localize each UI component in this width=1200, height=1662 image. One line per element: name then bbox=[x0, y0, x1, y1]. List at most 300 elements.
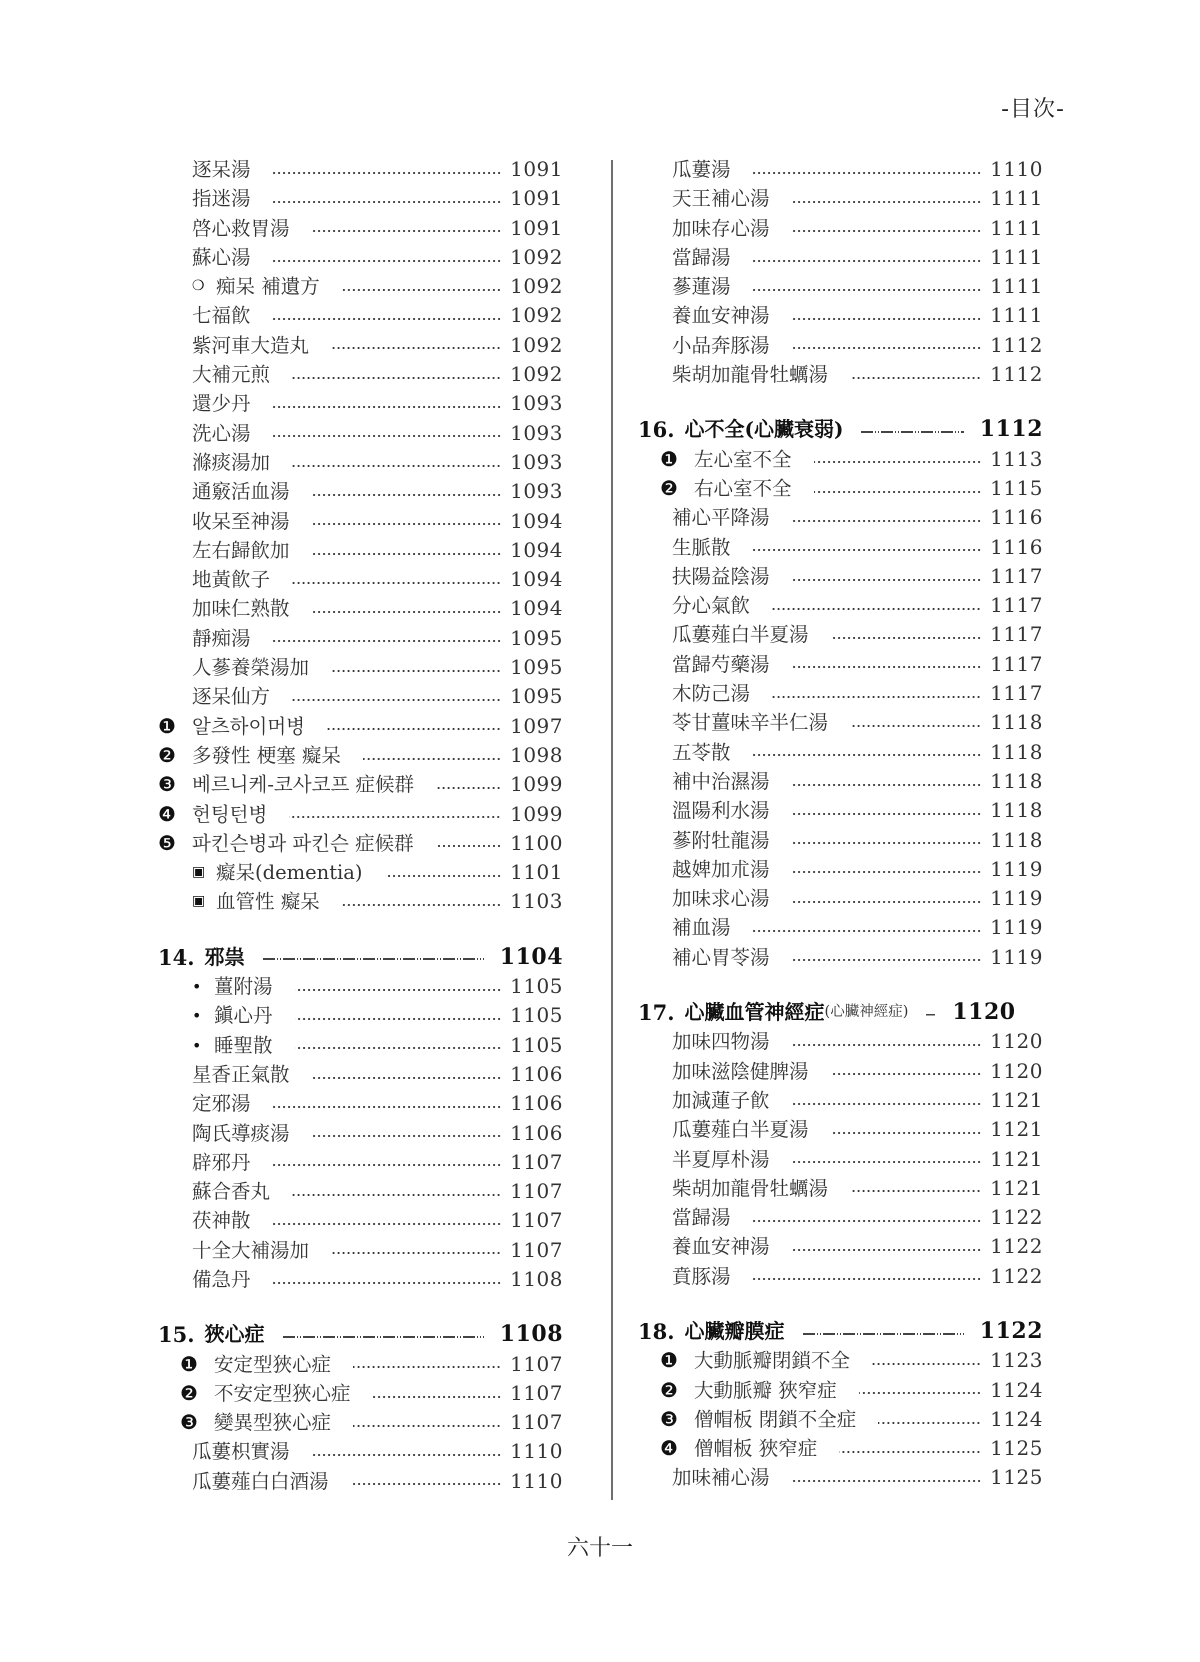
toc-entry-page: 1107 bbox=[510, 1149, 563, 1174]
toc-entry-title: 헌팅턴병 bbox=[192, 802, 268, 826]
dot-leader bbox=[792, 1480, 982, 1482]
toc-entry[interactable] bbox=[638, 1145, 1043, 1174]
toc-entry-title: 柴胡加龍骨牡蠣湯 bbox=[672, 363, 829, 387]
dot-leader bbox=[814, 491, 982, 493]
dot-leader bbox=[273, 435, 502, 437]
toc-section-heading[interactable] bbox=[638, 1317, 1043, 1346]
dot-leader bbox=[753, 754, 982, 756]
toc-entry-title: 左右歸飮加 bbox=[192, 538, 290, 562]
toc-entry-page: 1095 bbox=[510, 655, 563, 680]
toc-entry-page: 1121 bbox=[990, 1117, 1043, 1142]
toc-entry[interactable] bbox=[158, 419, 563, 448]
toc-entry-page: 1108 bbox=[510, 1266, 563, 1291]
toc-entry-title: 養血安神湯 bbox=[672, 304, 770, 328]
toc-entry[interactable] bbox=[158, 1408, 563, 1437]
toc-entry-page: 1117 bbox=[990, 593, 1043, 618]
toc-entry-page: 1110 bbox=[510, 1439, 563, 1464]
toc-entry[interactable] bbox=[638, 184, 1043, 213]
running-header: -目次- bbox=[1001, 97, 1065, 122]
dot-leader bbox=[273, 318, 502, 320]
dot-leader bbox=[753, 172, 982, 174]
dot-leader bbox=[331, 670, 501, 672]
toc-entry[interactable] bbox=[638, 360, 1043, 389]
toc-entry-page: 1111 bbox=[990, 215, 1043, 240]
dot-leader bbox=[312, 1077, 502, 1079]
toc-entry[interactable] bbox=[158, 184, 563, 213]
toc-entry-title: 瓜蔞薤白半夏湯 bbox=[672, 623, 809, 647]
toc-entry-title: 當歸湯 bbox=[672, 1206, 731, 1230]
toc-entry-title: 備急丹 bbox=[192, 1267, 251, 1291]
toc-entry-title: 補血湯 bbox=[672, 916, 731, 940]
toc-entry-page: 1105 bbox=[510, 1032, 563, 1057]
toc-entry[interactable] bbox=[158, 858, 563, 887]
section-page: 1104 bbox=[499, 943, 563, 970]
dot-leader bbox=[273, 172, 502, 174]
toc-entry-title: 地黃飮子 bbox=[192, 568, 271, 592]
toc-entry[interactable] bbox=[638, 155, 1043, 184]
toc-entry-title: 僧帽板 狹窄症 bbox=[694, 1437, 818, 1461]
toc-entry-title: 溫陽利水湯 bbox=[672, 799, 770, 823]
toc-entry-page: 1122 bbox=[990, 1205, 1043, 1230]
dot-leader bbox=[792, 579, 982, 581]
toc-entry[interactable] bbox=[638, 1434, 1043, 1463]
toc-right-column bbox=[638, 155, 1043, 1493]
toc-entry-title: 洗心湯 bbox=[192, 421, 251, 445]
dot-leader bbox=[342, 904, 501, 906]
toc-entry[interactable] bbox=[158, 800, 563, 829]
toc-entry[interactable] bbox=[638, 474, 1043, 503]
numbered-circle-icon: ❺ bbox=[158, 830, 176, 855]
toc-entry[interactable] bbox=[638, 884, 1043, 913]
numbered-circle-icon: ❷ bbox=[158, 742, 176, 767]
toc-entry[interactable] bbox=[158, 1265, 563, 1294]
toc-entry-title: 多發性 梗塞 癡呆 bbox=[192, 743, 341, 767]
toc-entry-page: 1093 bbox=[510, 479, 563, 504]
toc-entry[interactable] bbox=[638, 1115, 1043, 1144]
toc-section-heading[interactable] bbox=[158, 943, 563, 972]
toc-entry[interactable] bbox=[158, 272, 563, 301]
toc-entry[interactable] bbox=[638, 1463, 1043, 1492]
toc-entry-title: 瓜蔞枳實湯 bbox=[192, 1440, 290, 1464]
toc-entry-page: 1119 bbox=[990, 886, 1043, 911]
toc-entry-title: 苓甘薑味辛半仁湯 bbox=[672, 711, 829, 735]
toc-entry-title: 베르니케-코사코프 症候群 bbox=[192, 773, 414, 797]
toc-entry-title: 睡聖散 bbox=[214, 1033, 273, 1057]
toc-entry[interactable] bbox=[158, 301, 563, 330]
dot-leader bbox=[792, 1249, 982, 1251]
toc-entry[interactable] bbox=[638, 562, 1043, 591]
toc-entry-title: 瓜蔞薤白白酒湯 bbox=[192, 1469, 329, 1493]
toc-entry[interactable] bbox=[638, 796, 1043, 825]
toc-entry-title: 蘇合香丸 bbox=[192, 1180, 271, 1204]
toc-entry-page: 1093 bbox=[510, 449, 563, 474]
dot-leader bbox=[753, 549, 982, 551]
toc-entry-page: 1107 bbox=[510, 1351, 563, 1376]
toc-entry-title: 大動脈瓣 狹窄症 bbox=[694, 1378, 837, 1402]
toc-section-heading[interactable] bbox=[638, 415, 1043, 444]
toc-entry-page: 1124 bbox=[990, 1406, 1043, 1431]
toc-entry[interactable] bbox=[638, 503, 1043, 532]
numbered-circle-icon: ❶ bbox=[660, 1348, 678, 1373]
toc-entry-page: 1117 bbox=[990, 651, 1043, 676]
numbered-circle-icon: ❶ bbox=[158, 713, 176, 738]
dot-leader bbox=[839, 1451, 981, 1453]
section-title: 狹心症 bbox=[204, 1322, 265, 1347]
toc-entry-title: 蔘蓮湯 bbox=[672, 275, 731, 299]
dot-leader bbox=[289, 816, 501, 818]
dot-leader bbox=[353, 1366, 501, 1368]
dot-leader bbox=[792, 347, 982, 349]
section-spacer bbox=[638, 972, 1043, 998]
toc-entry-title: 癡呆(dementia) bbox=[216, 861, 363, 885]
toc-entry-title: 星香正氣散 bbox=[192, 1062, 290, 1086]
dot-leader bbox=[850, 725, 981, 727]
numbered-circle-icon: ❷ bbox=[180, 1380, 198, 1405]
toc-entry-title: 人蔘養榮湯加 bbox=[192, 656, 310, 680]
toc-entry-title: 靜痴湯 bbox=[192, 626, 251, 650]
dot-leader bbox=[792, 901, 982, 903]
toc-entry[interactable] bbox=[638, 1376, 1043, 1405]
section-title: 邪祟 bbox=[204, 944, 245, 969]
toc-entry-title: 半夏厚朴湯 bbox=[672, 1147, 770, 1171]
toc-entry-title: 木防己湯 bbox=[672, 682, 751, 706]
toc-entry-title: 加味求心湯 bbox=[672, 887, 770, 911]
toc-entry[interactable] bbox=[158, 829, 563, 858]
toc-entry-title: 安定型狹心症 bbox=[214, 1352, 332, 1376]
toc-entry-title: 賁豚湯 bbox=[672, 1264, 731, 1288]
column-divider bbox=[611, 160, 613, 1500]
toc-entry[interactable] bbox=[638, 826, 1043, 855]
toc-entry[interactable] bbox=[158, 1350, 563, 1379]
toc-entry[interactable] bbox=[638, 1086, 1043, 1115]
toc-entry-page: 1112 bbox=[990, 362, 1043, 387]
toc-entry[interactable] bbox=[158, 360, 563, 389]
toc-entry-title: 逐呆湯 bbox=[192, 158, 251, 181]
numbered-circle-icon: ❶ bbox=[660, 446, 678, 471]
dot-leader bbox=[295, 989, 502, 991]
dot-leader bbox=[292, 582, 501, 584]
toc-entry-title: 越婢加朮湯 bbox=[672, 857, 770, 881]
toc-entry[interactable] bbox=[158, 565, 563, 594]
toc-entry-page: 1092 bbox=[510, 244, 563, 269]
toc-entry-page: 1111 bbox=[990, 186, 1043, 211]
dot-leader bbox=[792, 842, 982, 844]
toc-entry-page: 1095 bbox=[510, 684, 563, 709]
toc-entry-page: 1092 bbox=[510, 362, 563, 387]
toc-entry-title: 生脈散 bbox=[672, 535, 731, 559]
dot-leader bbox=[273, 1164, 502, 1166]
toc-entry[interactable] bbox=[158, 448, 563, 477]
numbered-circle-icon: ❸ bbox=[180, 1410, 198, 1435]
toc-entry-page: 1113 bbox=[990, 446, 1043, 471]
toc-entry-page: 1120 bbox=[990, 1029, 1043, 1054]
toc-entry[interactable] bbox=[638, 445, 1043, 474]
dot-leader bbox=[878, 1422, 981, 1424]
toc-entry[interactable] bbox=[158, 214, 563, 243]
section-number: 17. bbox=[638, 1000, 675, 1026]
bullet-dot-icon: • bbox=[192, 977, 202, 997]
dot-leader bbox=[792, 784, 982, 786]
dot-leader bbox=[753, 1220, 982, 1222]
toc-entry-page: 1123 bbox=[990, 1348, 1043, 1373]
dot-leader bbox=[351, 1483, 502, 1485]
toc-section-heading[interactable] bbox=[158, 1320, 563, 1349]
toc-entry[interactable] bbox=[158, 1001, 563, 1030]
section-spacer bbox=[158, 917, 563, 943]
toc-entry-title: 痴呆 補遺方 bbox=[216, 275, 320, 299]
toc-entry[interactable] bbox=[638, 214, 1043, 243]
dot-leader bbox=[772, 696, 981, 698]
section-number: 14. bbox=[158, 944, 195, 970]
toc-entry-page: 1120 bbox=[990, 1058, 1043, 1083]
toc-entry-page: 1107 bbox=[510, 1380, 563, 1405]
toc-entry-page: 1122 bbox=[990, 1263, 1043, 1288]
dot-leader bbox=[273, 1223, 502, 1225]
toc-entry-title: 小品奔豚湯 bbox=[672, 333, 770, 357]
toc-entry-page: 1107 bbox=[510, 1208, 563, 1233]
toc-entry[interactable] bbox=[638, 738, 1043, 767]
toc-entry[interactable] bbox=[158, 624, 563, 653]
dot-leader bbox=[792, 318, 982, 320]
toc-entry-title: 當歸芍藥湯 bbox=[672, 652, 770, 676]
toc-entry[interactable] bbox=[158, 243, 563, 272]
toc-entry[interactable] bbox=[638, 331, 1043, 360]
dot-leader bbox=[385, 875, 502, 877]
dot-leader bbox=[831, 637, 982, 639]
toc-entry-page: 1117 bbox=[990, 681, 1043, 706]
toc-entry[interactable] bbox=[158, 741, 563, 770]
numbered-circle-icon: ❶ bbox=[180, 1351, 198, 1376]
toc-entry-title: 還少丹 bbox=[192, 392, 251, 416]
toc-entry-title: 茯神散 bbox=[192, 1209, 251, 1233]
toc-entry[interactable] bbox=[638, 1262, 1043, 1291]
toc-entry-page: 1118 bbox=[990, 827, 1043, 852]
section-subtitle: (心臟神經症) bbox=[824, 1004, 909, 1021]
toc-entry[interactable] bbox=[638, 650, 1043, 679]
toc-entry-page: 1094 bbox=[510, 537, 563, 562]
toc-entry[interactable] bbox=[638, 591, 1043, 620]
dot-leader bbox=[859, 1392, 981, 1394]
toc-entry[interactable] bbox=[158, 155, 563, 184]
section-number: 16. bbox=[638, 417, 675, 443]
toc-entry-page: 1093 bbox=[510, 420, 563, 445]
toc-entry-page: 1107 bbox=[510, 1237, 563, 1262]
dot-leader bbox=[850, 377, 981, 379]
toc-entry[interactable] bbox=[158, 682, 563, 711]
dot-leader bbox=[792, 871, 982, 873]
toc-entry[interactable] bbox=[158, 1177, 563, 1206]
toc-entry-page: 1116 bbox=[990, 534, 1043, 559]
dot-leader bbox=[792, 201, 982, 203]
dot-leader bbox=[792, 1044, 982, 1046]
toc-entry[interactable] bbox=[158, 1467, 563, 1496]
toc-entry[interactable] bbox=[158, 712, 563, 741]
dot-leader bbox=[436, 787, 501, 789]
toc-entry[interactable] bbox=[158, 1148, 563, 1177]
toc-entry[interactable] bbox=[638, 1232, 1043, 1261]
dot-leader bbox=[792, 230, 982, 232]
toc-entry-page: 1106 bbox=[510, 1061, 563, 1086]
toc-entry-title: 僧帽板 閉鎖不全症 bbox=[694, 1407, 857, 1431]
toc-entry[interactable] bbox=[158, 389, 563, 418]
toc-section-heading[interactable] bbox=[638, 998, 1043, 1027]
toc-entry[interactable] bbox=[638, 243, 1043, 272]
toc-entry[interactable] bbox=[638, 272, 1043, 301]
toc-entry[interactable] bbox=[638, 1203, 1043, 1232]
toc-entry-page: 1094 bbox=[510, 567, 563, 592]
toc-entry[interactable] bbox=[158, 477, 563, 506]
section-number: 18. bbox=[638, 1318, 675, 1344]
dot-leader bbox=[792, 959, 982, 961]
toc-entry[interactable] bbox=[638, 1057, 1043, 1086]
toc-entry[interactable] bbox=[158, 1437, 563, 1466]
toc-entry[interactable] bbox=[158, 594, 563, 623]
toc-entry[interactable] bbox=[158, 1379, 563, 1408]
toc-entry-page: 1118 bbox=[990, 710, 1043, 735]
toc-entry-page: 1116 bbox=[990, 505, 1043, 530]
toc-entry[interactable] bbox=[638, 1346, 1043, 1375]
toc-entry-page: 1094 bbox=[510, 508, 563, 533]
toc-entry-title: 瓜蔞薤白半夏湯 bbox=[672, 1118, 809, 1142]
dot-leader bbox=[292, 377, 501, 379]
dot-leader bbox=[312, 230, 502, 232]
dot-leader bbox=[772, 608, 981, 610]
toc-entry-page: 1111 bbox=[990, 274, 1043, 299]
toc-entry[interactable] bbox=[638, 855, 1043, 884]
numbered-circle-icon: ❹ bbox=[660, 1436, 678, 1461]
toc-entry-title: 當歸湯 bbox=[672, 245, 731, 269]
dot-leader bbox=[312, 1135, 502, 1137]
section-page: 1120 bbox=[952, 999, 1016, 1026]
toc-entry-title: 逐呆仙方 bbox=[192, 685, 271, 709]
page-number: 六十一 bbox=[566, 1536, 633, 1561]
toc-entry-title: 天王補心湯 bbox=[672, 187, 770, 211]
section-spacer bbox=[638, 1291, 1043, 1317]
toc-entry-title: 收呆至神湯 bbox=[192, 509, 290, 533]
toc-entry-title: 大補元煎 bbox=[192, 363, 271, 387]
toc-entry-page: 1125 bbox=[990, 1436, 1043, 1461]
numbered-circle-icon: ❷ bbox=[660, 1377, 678, 1402]
dash-leader bbox=[926, 1014, 936, 1016]
toc-entry-title: 十全大補湯加 bbox=[192, 1238, 310, 1262]
toc-entry[interactable] bbox=[638, 1027, 1043, 1056]
toc-entry[interactable] bbox=[638, 1405, 1043, 1434]
toc-entry-page: 1119 bbox=[990, 856, 1043, 881]
bullet-dot-icon: • bbox=[192, 1035, 202, 1055]
toc-entry-title: 補中治濕湯 bbox=[672, 769, 770, 793]
section-title: 心不全(心臟衰弱) bbox=[684, 417, 844, 442]
toc-entry-page: 1117 bbox=[990, 563, 1043, 588]
toc-entry-title: 瓜蔞湯 bbox=[672, 158, 731, 181]
toc-entry-page: 1092 bbox=[510, 274, 563, 299]
toc-entry-title: 蔘附牡龍湯 bbox=[672, 828, 770, 852]
toc-entry[interactable] bbox=[158, 1206, 563, 1235]
toc-entry-page: 1107 bbox=[510, 1410, 563, 1435]
toc-entry-title: 加味仁熟散 bbox=[192, 597, 290, 621]
toc-entry-title: 補心胃苓湯 bbox=[672, 945, 770, 969]
toc-entry[interactable] bbox=[158, 536, 563, 565]
dot-leader bbox=[792, 520, 982, 522]
dot-leader bbox=[273, 1106, 502, 1108]
toc-entry[interactable] bbox=[158, 770, 563, 799]
dash-leader bbox=[263, 958, 484, 960]
toc-entry[interactable] bbox=[158, 653, 563, 682]
toc-entry-title: 啓心救胃湯 bbox=[192, 216, 290, 240]
dot-leader bbox=[292, 1194, 501, 1196]
section-spacer bbox=[638, 389, 1043, 415]
toc-entry-page: 1118 bbox=[990, 798, 1043, 823]
toc-entry-title: 陶氏導痰湯 bbox=[192, 1121, 290, 1145]
toc-entry[interactable] bbox=[158, 331, 563, 360]
toc-entry-title: 加味補心湯 bbox=[672, 1466, 770, 1490]
toc-entry[interactable] bbox=[158, 1060, 563, 1089]
toc-entry[interactable] bbox=[638, 533, 1043, 562]
toc-entry-title: 加減蓮子飮 bbox=[672, 1088, 770, 1112]
toc-entry-page: 1125 bbox=[990, 1465, 1043, 1490]
dot-leader bbox=[295, 1018, 502, 1020]
dot-leader bbox=[331, 1252, 501, 1254]
toc-entry[interactable] bbox=[638, 943, 1043, 972]
dot-leader bbox=[850, 1190, 981, 1192]
dot-leader bbox=[753, 930, 982, 932]
toc-entry[interactable] bbox=[158, 1031, 563, 1060]
toc-entry-page: 1100 bbox=[510, 830, 563, 855]
toc-entry-page: 1091 bbox=[510, 157, 563, 181]
toc-entry-page: 1105 bbox=[510, 974, 563, 999]
toc-entry-page: 1119 bbox=[990, 944, 1043, 969]
toc-entry[interactable] bbox=[158, 887, 563, 916]
toc-entry[interactable] bbox=[638, 301, 1043, 330]
toc-entry-page: 1099 bbox=[510, 772, 563, 797]
toc-entry-title: 薑附湯 bbox=[214, 975, 273, 999]
toc-entry[interactable] bbox=[158, 1119, 563, 1148]
toc-entry[interactable] bbox=[638, 679, 1043, 708]
dash-leader bbox=[283, 1336, 484, 1338]
toc-entry[interactable] bbox=[638, 767, 1043, 796]
toc-entry-page: 1099 bbox=[510, 801, 563, 826]
toc-entry-title: 紫河車大造丸 bbox=[192, 333, 310, 357]
dot-leader bbox=[373, 1396, 502, 1398]
toc-entry-title: 指迷湯 bbox=[192, 187, 251, 211]
toc-entry[interactable] bbox=[158, 507, 563, 536]
toc-entry[interactable] bbox=[158, 1089, 563, 1118]
toc-entry-title: 左心室不全 bbox=[694, 447, 792, 471]
toc-entry-title: 七福飮 bbox=[192, 304, 251, 328]
dot-leader bbox=[831, 1132, 982, 1134]
dot-leader bbox=[273, 260, 502, 262]
toc-entry[interactable] bbox=[638, 1174, 1043, 1203]
toc-entry-page: 1122 bbox=[990, 1234, 1043, 1259]
toc-entry-page: 1111 bbox=[990, 244, 1043, 269]
toc-entry[interactable] bbox=[638, 913, 1043, 942]
toc-entry-page: 1098 bbox=[510, 742, 563, 767]
toc-entry[interactable] bbox=[638, 620, 1043, 649]
toc-entry-page: 1091 bbox=[510, 186, 563, 211]
toc-entry[interactable] bbox=[638, 708, 1043, 737]
dot-leader bbox=[273, 640, 502, 642]
dot-leader bbox=[353, 1425, 501, 1427]
toc-entry-page: 1091 bbox=[510, 215, 563, 240]
toc-entry-title: 柴胡加龍骨牡蠣湯 bbox=[672, 1176, 829, 1200]
toc-entry[interactable] bbox=[158, 972, 563, 1001]
toc-entry-title: 扶陽益陰湯 bbox=[672, 564, 770, 588]
toc-entry-title: 五苓散 bbox=[672, 740, 731, 764]
toc-entry-title: 不安定型狹心症 bbox=[214, 1381, 351, 1405]
toc-entry-page: 1106 bbox=[510, 1120, 563, 1145]
toc-entry[interactable] bbox=[158, 1236, 563, 1265]
toc-entry-page: 1118 bbox=[990, 739, 1043, 764]
toc-entry-page: 1121 bbox=[990, 1146, 1043, 1171]
